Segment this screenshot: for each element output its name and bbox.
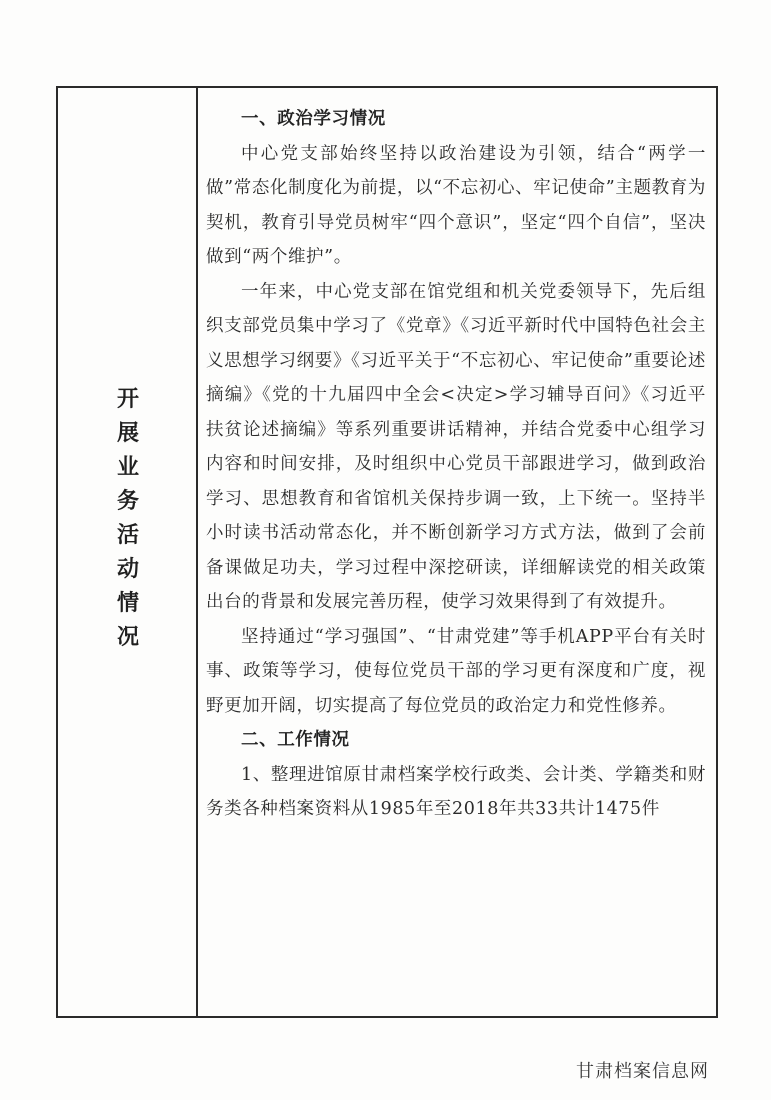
- paragraph-politics-app: 坚持通过“学习强国”、“甘肃党建”等手机APP平台有关时事、政策等学习，使每位党员干部的学习更有深度和广度，视野更加开阔，切实提高了每位党员的政治定力和党性修养。: [206, 626, 706, 716]
- content-cell: [198, 88, 716, 1016]
- row-label-char: 展: [116, 420, 139, 446]
- section-heading-work: 二、工作情况: [241, 730, 350, 750]
- row-label-char: 情: [116, 590, 139, 616]
- row-label-char: 活: [116, 522, 139, 548]
- section-heading-politics: 一、政治学习情况: [241, 109, 386, 129]
- paragraph-politics-study: 一年来，中心党支部在馆党组和机关党委领导下，先后组织支部党员集中学习了《党章》《习近平新时代中国特色社会主义思想学习纲要》《习近平关于“不忘初心、牢记使命”重要论述摘编》《党的十九届四中全会<决定>学习辅导百问》《习近平扶贫论述摘编》等系列重要讲话精神，并结合党委中心组学习内容和时间安排，及时组织中心党员干部跟进学习，做到政治学习、思想教育和省馆机关保持步调一致，上下统一。坚持半小时读书活动常态化，并不断创新学习方式方法，做到了会前备课做足功夫，学习过程中深挖研读，详细解读党的相关政策出台的背景和发展完善历程，使学习效果得到了有效提升。: [206, 281, 706, 612]
- paragraph-politics-intro: 中心党支部始终坚持以政治建设为引领，结合“两学一做”常态化制度化为前提，以“不忘初心、牢记使命”主题教育为契机，教育引导党员树牢“四个意识”，坚定“四个自信”，坚决做到“两个维护”。: [206, 143, 706, 267]
- row-label-char: 况: [116, 624, 139, 650]
- paragraph-work-item-1: 1、整理进馆原甘肃档案学校行政类、会计类、学籍类和财务类各种档案资料从1985年至2018年共33共计1475件: [206, 764, 706, 819]
- row-label-char: 业: [116, 454, 139, 480]
- footer-site-name: 甘肃档案信息网: [576, 1061, 709, 1082]
- row-label-cell: [58, 88, 198, 1016]
- row-label-char: 务: [116, 488, 139, 514]
- content-body: [206, 102, 706, 827]
- form-table: [56, 86, 718, 1018]
- row-label-char: 动: [116, 556, 139, 582]
- row-label-vertical: [58, 388, 198, 660]
- row-label-char: 开: [116, 386, 139, 412]
